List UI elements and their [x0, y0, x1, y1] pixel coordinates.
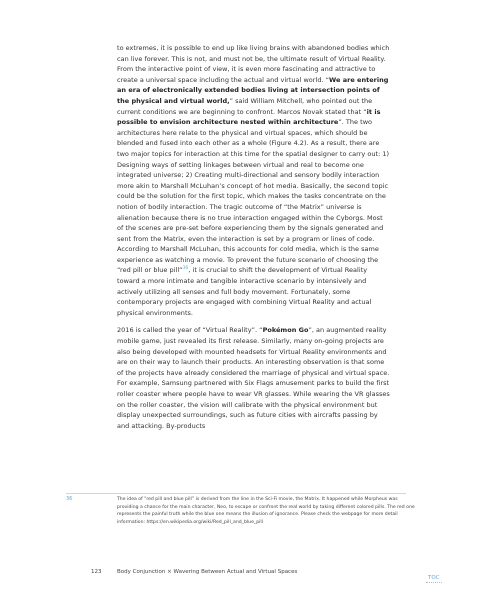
paragraph-2	[117, 325, 391, 431]
paragraph-text: ” said William Mitchell, who pointed out the current conditions we are beginning to confront. Marcos Novak stated that “	[117, 96, 373, 116]
footnote-number: 36	[66, 496, 73, 502]
toc-link[interactable]: TOC	[428, 575, 440, 581]
pokemon-go-title: Pokémon Go	[262, 326, 309, 335]
toc-underline	[426, 582, 442, 583]
page-number: 123	[91, 569, 102, 575]
paragraph-text: 2016 is called the year of “Virtual Reality”. “	[117, 326, 263, 335]
quote-mitchell: We are entering an era of electronically extended bodies living at intersection points of the physical and virtual world,	[117, 75, 389, 105]
footnote-text: The idea of “red pill and blue pill” is derived from the line in the Sci-Fi movie, the Matrix. It happened while Morpheus was providing a chance for the main character, Neo, to escape or confront the real world by taking different colored pills. The red one represents the painful truth while the blue one means the illusion of ignorance. Please check the webpage for more detail information: https://en.wikipedia.org/wiki/Red_pill_and_blue_pill	[117, 497, 415, 525]
footnote-reference[interactable]: 36	[182, 266, 189, 272]
footnote-divider	[66, 493, 406, 494]
quote-novak: it is possible to envision architecture nested within architecture	[117, 107, 381, 127]
running-head: Body Conjunction × Wavering Between Actual and Virtual Spaces	[117, 569, 298, 575]
paragraph-1	[117, 43, 391, 318]
paragraph-text: to extremes, it is possible to end up like living brains with abandoned bodies which can live forever. This is not, and must not be, the ultimate result of Virtual Reality. From the interactive point of view, it is even more fascinating and attractive to create a universal space including the actual and virtual world. “	[117, 44, 390, 84]
paragraph-text: ”, an augmented reality mobile game, just revealed its first release. Similarly, many on-going projects are also being developed with mounted headsets for Virtual Reality environments and are on their way to launch their products. An interesting observation is that some of the projects have already considered the marriage of physical and virtual space. For example, Samsung partnered with Six Flags amusement parks to build the first roller coaster where people have to wear VR glasses. While wearing the VR glasses on the roller coaster, the vision will calibrate with the physical environment but display unexpected surroundings, such as future cities with aircrafts passing by and attacking. By-products	[117, 326, 390, 430]
body-text	[117, 43, 391, 438]
paragraph-text: , it is crucial to shift the development of Virtual Reality toward a more intimate and tangible interactive scenario by intensively and actively utilizing all senses and full body movement. Fortunately, some contemporary projects are engaged with combining Virtual Reality and actual physical environments.	[117, 266, 372, 317]
paragraph-text: ”. The two architectures here relate to the physical and virtual spaces, which should be blended and fused into each other as a whole (Figure 4.2). As a result, there are two major topics for interaction at this time for the spatial designer to carry out: 1) Designing ways of setting linkages between virtual and real to become one integrated universe; 2) Creating multi-directional and sensory bodily interaction more akin to Marshall McLuhan’s concept of hot media. Basically, the second topic could be the solution for the first topic, which makes the tasks concentrate on the notion of bodily interaction. The tragic outcome of “the Matrix” universe is alienation because there is no true interaction engaged within the Cyborgs. Most of the scenes are pre-set before experiencing them by the signals generated and sent from the Matrix, even the interaction is set by a program or lines of code. According to Marshall McLuhan, this accounts for cold media, which is the same experience as watching a movie. To prevent the future scenario of choosing the “red pill or blue pill”	[117, 118, 390, 275]
